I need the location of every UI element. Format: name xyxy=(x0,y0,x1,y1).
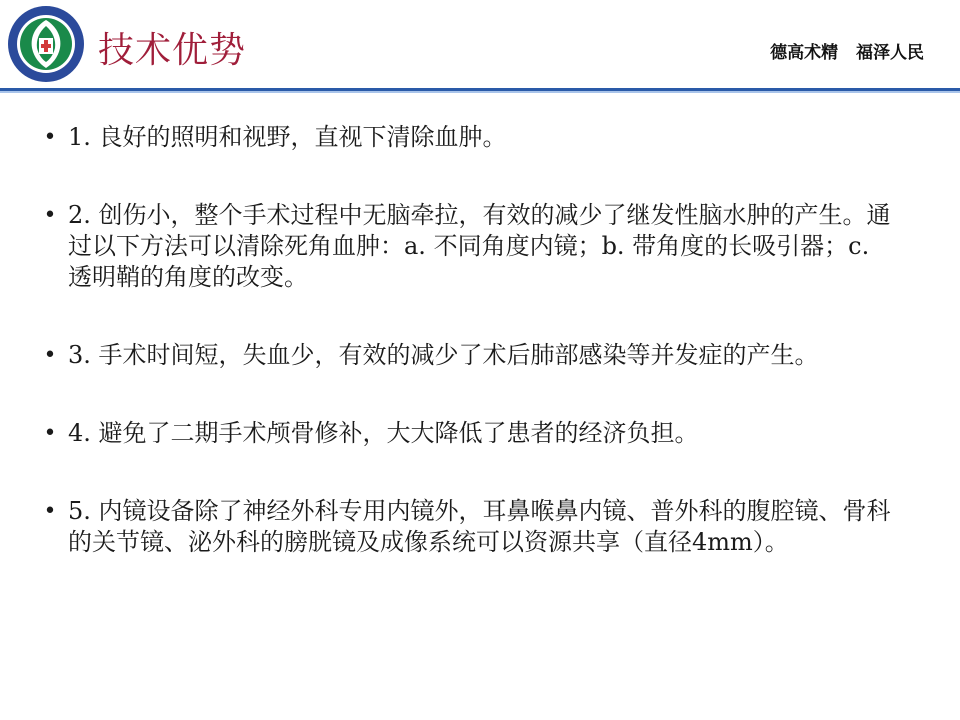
bullet-icon: • xyxy=(43,125,57,150)
header-motto: 德高术精 福泽人民 xyxy=(770,43,924,63)
bullet-item-5 xyxy=(40,496,900,558)
bullet-icon: • xyxy=(43,499,57,524)
bullet-item-1 xyxy=(40,122,900,153)
slide-title: 技术优势 xyxy=(98,30,247,71)
hospital-emblem-icon xyxy=(6,4,86,84)
bullet-text: 5. 内镜设备除了神经外科专用内镜外，耳鼻喉鼻内镜、普外科的腹腔镜、骨科的关节镜、泌外科的膀胱镜及成像系统可以资源共享（直径4mm）。 xyxy=(68,497,891,556)
bullet-list xyxy=(40,122,900,605)
bullet-icon: • xyxy=(43,421,57,446)
bullet-icon: • xyxy=(43,343,57,368)
bullet-text: 2. 创伤小，整个手术过程中无脑牵拉，有效的减少了继发性脑水肿的产生。通过以下方法可以清除死角血肿：a. 不同角度内镜；b. 带角度的长吸引器；c. 透明鞘的角度的改变。 xyxy=(68,201,891,291)
bullet-text: 1. 良好的照明和视野，直视下清除血肿。 xyxy=(68,123,507,151)
bullet-item-4 xyxy=(40,418,900,449)
bullet-text: 4. 避免了二期手术颅骨修补，大大降低了患者的经济负担。 xyxy=(68,419,699,447)
bullet-item-2 xyxy=(40,200,900,293)
bullet-item-3 xyxy=(40,340,900,371)
bullet-icon: • xyxy=(43,203,57,228)
slide-header xyxy=(0,0,960,90)
header-divider-light xyxy=(0,91,960,93)
bullet-text: 3. 手术时间短，失血少，有效的减少了术后肺部感染等并发症的产生。 xyxy=(68,341,819,369)
